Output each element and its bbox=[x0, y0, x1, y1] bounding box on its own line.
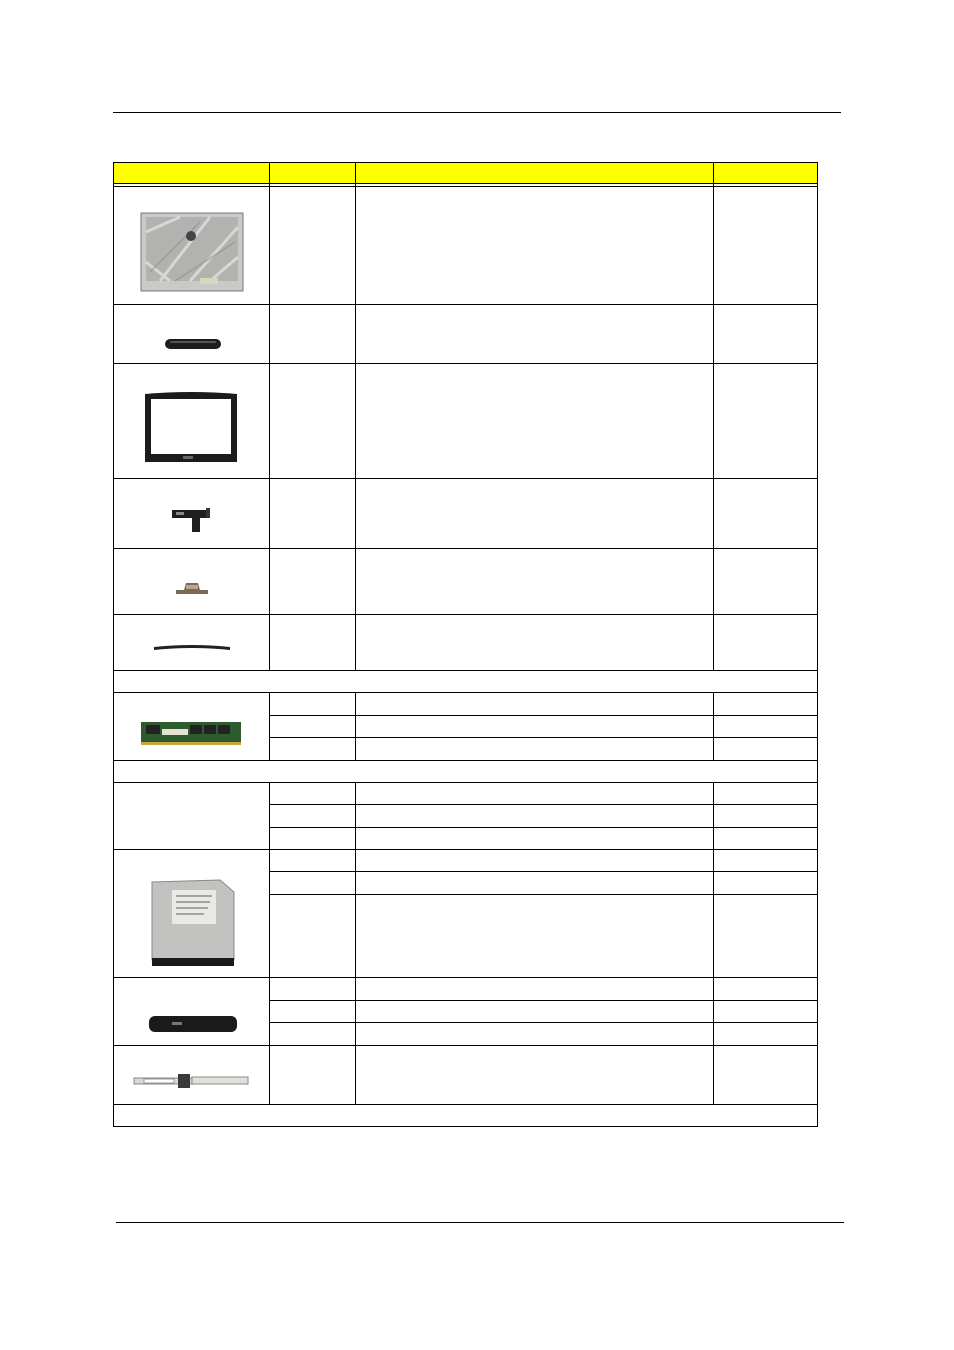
col-divider-1 bbox=[269, 162, 270, 670]
lcd-bezel-icon bbox=[143, 390, 239, 466]
col-divider-3c bbox=[713, 782, 714, 1104]
row-line bbox=[113, 363, 818, 364]
sub-row-line bbox=[269, 737, 818, 738]
row-line bbox=[113, 692, 818, 693]
col-divider-2 bbox=[355, 162, 356, 670]
lcd-cover-icon bbox=[140, 212, 244, 292]
col-divider-3 bbox=[713, 162, 714, 670]
col-divider-2c bbox=[355, 782, 356, 1104]
table-border-left bbox=[113, 162, 114, 1127]
row-line bbox=[113, 849, 818, 850]
drive-bezel-icon bbox=[148, 1013, 238, 1035]
col-divider-1c bbox=[269, 782, 270, 1104]
row-line bbox=[113, 1104, 818, 1105]
row-line bbox=[113, 548, 818, 549]
sub-row-line bbox=[269, 804, 818, 805]
row-line bbox=[113, 304, 818, 305]
row-line bbox=[113, 162, 818, 163]
clip-icon bbox=[174, 580, 210, 598]
drive-bracket-icon bbox=[132, 1070, 250, 1092]
sub-row-line bbox=[269, 1022, 818, 1023]
ram-module-icon bbox=[140, 721, 242, 747]
row-line bbox=[113, 760, 818, 761]
sub-row-line bbox=[269, 827, 818, 828]
col-divider-3b bbox=[713, 692, 714, 760]
row-line bbox=[113, 183, 818, 184]
row-line bbox=[113, 478, 818, 479]
table-border-right bbox=[817, 162, 818, 1127]
row-line bbox=[113, 1126, 818, 1127]
sub-row-line bbox=[269, 715, 818, 716]
row-line bbox=[113, 614, 818, 615]
col-divider-1b bbox=[269, 692, 270, 760]
row-line bbox=[113, 977, 818, 978]
sub-row-line bbox=[269, 894, 818, 895]
row-line bbox=[113, 670, 818, 671]
hinge-cap-icon bbox=[164, 337, 222, 351]
row-line bbox=[113, 186, 818, 187]
optical-drive-icon bbox=[150, 876, 236, 968]
row-line bbox=[113, 1045, 818, 1046]
sub-row-line bbox=[269, 871, 818, 872]
rubber-strip-icon bbox=[152, 641, 232, 653]
sub-row-line bbox=[269, 1000, 818, 1001]
col-divider-2b bbox=[355, 692, 356, 760]
row-line bbox=[113, 782, 818, 783]
bracket-icon bbox=[170, 506, 214, 534]
